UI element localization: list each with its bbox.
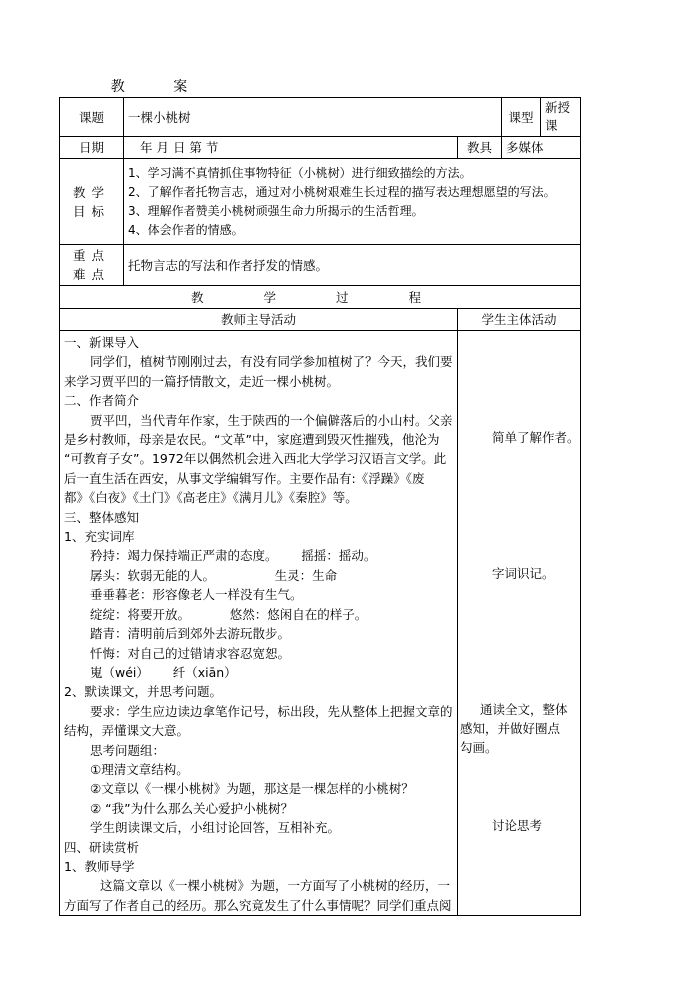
pinyin-line: 嵬（wéi） 纤（xiān）: [90, 664, 237, 680]
section-heading: 二、作者简介: [64, 393, 140, 409]
row-process-body: [60, 331, 581, 916]
student-activity-cell: [458, 331, 581, 916]
goal-item: 3、理解作者赞美小桃树顽强生命力所揭示的生活哲理。: [128, 203, 424, 218]
vocab-line: 忏悔：对自己的过错请求容忍宽恕。: [90, 645, 291, 661]
type-value: 新授课: [541, 98, 581, 137]
keypoints-label: 重点难点: [60, 245, 124, 286]
goals-label: 教学目标: [60, 159, 124, 245]
question-item: ①理清文章结构。: [90, 761, 189, 777]
text-line: 来学习贾平凹的一篇抒情散文，走近一棵小桃树。: [64, 373, 340, 389]
document-title: 教 案: [110, 79, 210, 95]
teacher-column-header: 教师主导活动: [60, 309, 458, 331]
vocab-line: 矜持：竭力保持端正严肃的态度。 摇摇：摇动。: [90, 548, 377, 564]
text-line: 结构，弄懂课文大意。: [64, 723, 190, 739]
type-label: 课型: [502, 98, 541, 137]
topic-label: 课题: [60, 98, 124, 137]
goals-list-cell: [124, 159, 581, 245]
row-column-headers: [60, 309, 581, 331]
subsection-heading: 1、教师导学: [64, 858, 135, 874]
text-line: 方面写了作者自己的经历。那么究竟发生了什么事情呢？同学们重点阅: [64, 897, 452, 913]
date-value: 年 月 日 第 节: [124, 137, 458, 159]
text-line: 贾平凹，当代青年作家，生于陕西的一个偏僻落后的小山村。父亲: [90, 412, 453, 428]
student-note: 讨论思考: [492, 818, 543, 833]
student-note: 通读全文，整体感知，并做好圈点勾画。: [460, 702, 568, 755]
vocab-line: 绽绽：将要开放。 悠然：悠闲自在的样子。: [90, 606, 368, 622]
student-column-header: 学生主体活动: [458, 309, 581, 331]
goal-item: 2、了解作者托物言志，通过对小桃树艰难生长过程的描写表达理想愿望的写法。: [128, 184, 556, 199]
student-note: 字词识记。: [492, 566, 555, 581]
process-title: 教 学 过 程: [60, 286, 581, 309]
keypoints-value: 托物言志的写法和作者抒发的情感。: [124, 245, 581, 286]
row-date: [60, 137, 581, 159]
section-heading: 一、新课导入: [64, 335, 140, 350]
subsection-heading: 1、充实词库: [64, 529, 135, 545]
question-item: ② “我”为什么那么关心爱护小桃树？: [90, 800, 294, 816]
goal-item: 4、体会作者的情感。: [128, 222, 244, 237]
text-line: 是乡村教师，母亲是农民。“文革”中，家庭遭到毁灭性摧残，他沦为: [64, 432, 440, 448]
text-line: 学生朗读课文后，小组讨论回答，互相补充。: [90, 820, 341, 836]
tools-value: 多媒体: [502, 137, 581, 159]
vocab-line: 踏青：清明前后到郊外去游玩散步。: [90, 626, 291, 642]
row-goals: [60, 159, 581, 245]
lesson-plan-table: [59, 97, 581, 916]
teacher-activity-cell: [60, 331, 458, 916]
text-line: 后一直生活在西安，从事文学编辑写作。主要作品有:《浮躁》《废: [64, 470, 425, 486]
goals-list: [128, 164, 576, 240]
text-line: 这篇文章以《一棵小桃树》为题，一方面写了小桃树的经历，一: [100, 878, 451, 894]
row-process-title: [60, 286, 581, 309]
vocab-line: 孱头：软弱无能的人。 生灵：生命: [90, 567, 338, 583]
student-note: 简单了解作者。: [492, 430, 580, 445]
tools-label: 教具: [458, 137, 502, 159]
text-line: 思考问题组：: [90, 742, 166, 758]
date-label: 日期: [60, 137, 124, 159]
row-keypoints: [60, 245, 581, 286]
text-line: 要求：学生应边读边拿笔作记号，标出段，先从整体上把握文章的: [90, 703, 453, 719]
text-line: 都》《白夜》《土门》《高老庄》《满月儿》《秦腔》等。: [64, 490, 358, 506]
section-heading: 四、研读赏析: [64, 839, 140, 855]
question-item: ②文章以《一棵小桃树》为题，那这是一棵怎样的小桃树？: [90, 781, 414, 797]
text-line: “可教育子女”。1972年以偶然机会进入西北大学学习汉语言文学。此: [64, 451, 447, 467]
vocab-line: 垂垂暮老：形容像老人一样没有生气。: [90, 587, 303, 603]
row-topic: [60, 98, 581, 137]
goal-item: 1、学习满不真情抓住事物特征（小桃树）进行细致描绘的方法。: [128, 165, 472, 180]
section-heading: 三、整体感知: [64, 509, 140, 525]
subsection-heading: 2、默读课文，并思考问题。: [64, 684, 222, 700]
text-line: 同学们，植树节刚刚过去，有没有同学参加植树了？今天，我们要: [90, 354, 453, 370]
topic-value: 一棵小桃树: [124, 98, 502, 137]
